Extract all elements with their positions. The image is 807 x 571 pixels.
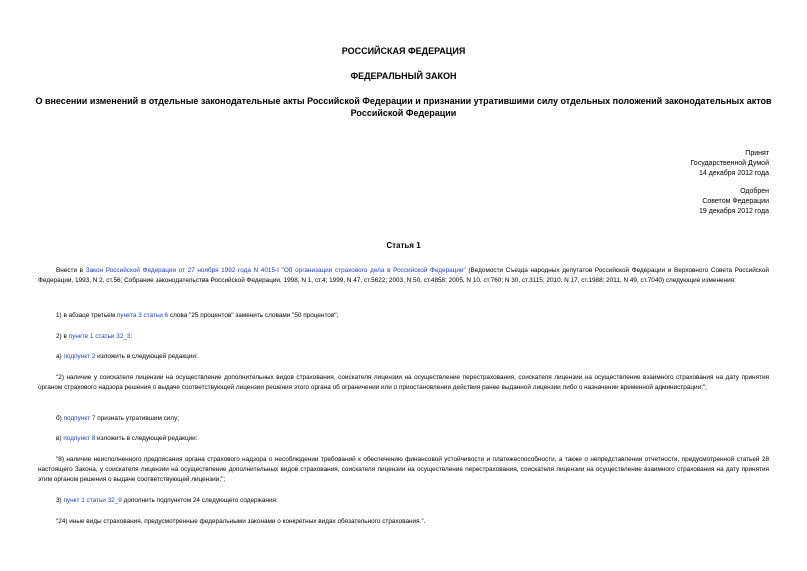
paragraph-text: 1) в абзаце третьем	[56, 312, 117, 319]
paragraph-text: изложить в следующей редакции:	[95, 353, 198, 360]
paragraph	[56, 352, 198, 362]
country-heading: РОССИЙСКАЯ ФЕДЕРАЦИЯ	[341, 46, 466, 56]
paragraph-text: дополнить подпунктом 24 следующего содержания:	[121, 497, 278, 504]
adoption-block	[690, 149, 769, 179]
quoted-paragraph: "8) наличие неисполненного предписания органа страхового надзора о несоблюдении требований к обеспечению финансовой устойчивости и платежеспособности, а также о непредставлении отчетности, предусмотренной статьей 28 настоящего Закона, у соискателя лицензии на осуществление дополнительных видов страхования, соискателя лицензии на осуществление перестрахования, соискателя лицензии на осуществление взаимного страхования на дату принятия этим органом решения о выдаче соответствующей лицензии;";	[38, 456, 769, 483]
paragraph-text: в)	[56, 435, 64, 442]
paragraph-text: :	[130, 333, 133, 340]
article-link[interactable]: пункт 1 статьи 32_9	[63, 497, 122, 504]
approval-date: 19 декабря 2012 года	[698, 208, 769, 215]
quoted-paragraph: "24) иные виды страхования, предусмотренные федеральными законами о конкретных видах обязательного страхования.".	[56, 518, 426, 525]
paragraph-text: признать утратившим силу;	[95, 415, 180, 422]
paragraph	[56, 414, 179, 424]
subparagraph-link[interactable]: подпункт 2	[63, 353, 96, 360]
approval-line: Советом Федерации	[702, 198, 769, 205]
approval-block	[699, 187, 769, 217]
paragraph-text: слова "25 процентов" заменить словами "50 процентов";	[168, 312, 339, 319]
paragraph-text: 2) в	[56, 333, 69, 340]
paragraph-text: Внести в	[56, 267, 86, 274]
adoption-line: Принят	[745, 150, 769, 157]
paragraph-text: 3)	[56, 497, 64, 504]
article-link[interactable]: пункта 3 статьи 6	[116, 312, 169, 319]
paragraph	[38, 266, 769, 286]
adoption-date: 14 декабря 2012 года	[698, 170, 769, 177]
subparagraph-link[interactable]: подпункт 7	[63, 415, 96, 422]
law-link[interactable]: Закон Российской Федерации от 27 ноября 1992 года N 4015-I "Об организации страхового дела в Российской Федерации"	[85, 267, 466, 274]
doc-type-heading: ФЕДЕРАЛЬНЫЙ ЗАКОН	[350, 71, 457, 81]
paragraph-text: а)	[56, 353, 64, 360]
paragraph-text: (Ведомости Съезда народных депутатов Российской Федерации и Верховного Совета Российской Федерации, 1993, N 2, ст.56; Собрание законодательства Российской Федерации, 1998, N 1, ст.4; 1999, N 47, ст.5622; 2003, N 50, ст.4858; 2005, N 10, ст.760; N 30, ст.3115; 2010, N 17, ст.1988; 2011, N 49, ст.7040) следующие изменения:	[38, 267, 769, 284]
law-title: О внесении изменений в отдельные законодательные акты Российской Федерации и признании утратившими силу отдельных положений законодательных актов Российской Федерации	[35, 96, 772, 118]
quoted-paragraph: "2) наличие у соискателя лицензии на осуществление дополнительных видов страхования, соискателя лицензии на осуществление перестрахования, соискателя лицензии на осуществление взаимного страхования на дату принятия органом страхового надзора решения о выдаче соответствующей лицензии решения этого органа об ограничении или о приостановлении действия ранее выданной лицензии либо о назначении временной администрации;";	[38, 374, 769, 391]
article-heading: Статья 1	[386, 241, 421, 250]
adoption-line: Государственной Думой	[690, 160, 769, 167]
paragraph-text: изложить в следующей редакции:	[95, 435, 198, 442]
approval-line: Одобрен	[740, 188, 769, 195]
paragraph	[56, 434, 198, 444]
paragraph	[56, 332, 132, 342]
subparagraph-link[interactable]: подпункт 8	[63, 435, 96, 442]
paragraph	[56, 311, 338, 321]
paragraph-text: б)	[56, 415, 64, 422]
paragraph	[56, 496, 278, 506]
article-link[interactable]: пункте 1 статьи 32_3	[68, 333, 131, 340]
